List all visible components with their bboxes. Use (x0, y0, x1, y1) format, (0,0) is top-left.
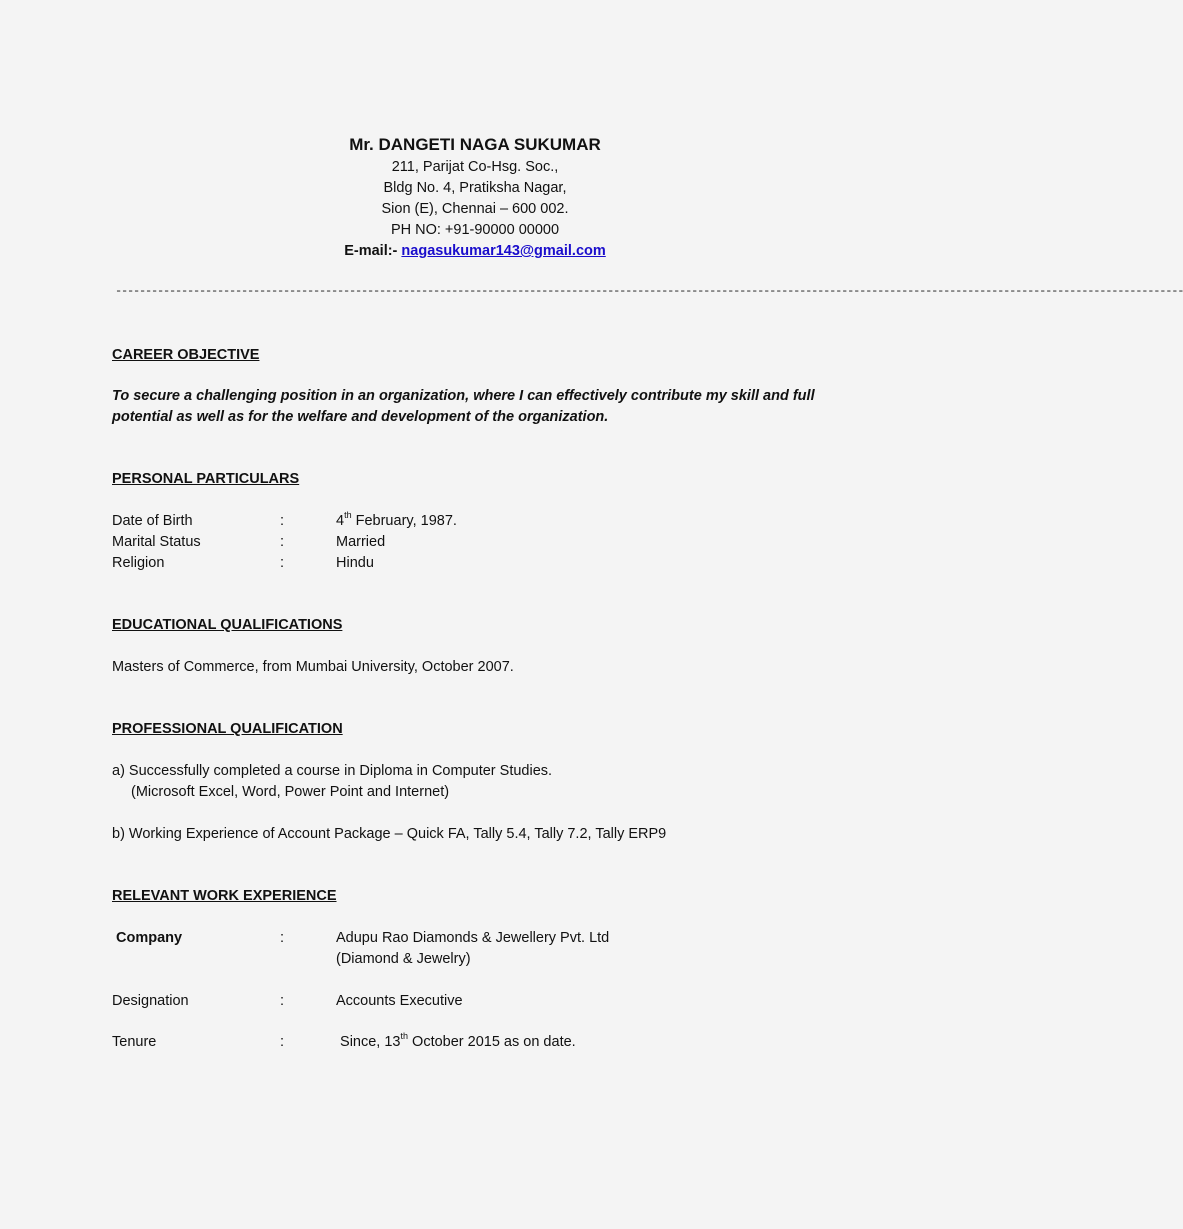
address-line-1: 211, Parijat Co-Hsg. Soc., (391, 159, 559, 175)
marital-status-value: Married (336, 534, 386, 550)
professional-item-a-detail: (Microsoft Excel, Word, Power Point and Internet) (131, 784, 450, 800)
dob-separator: : (280, 513, 285, 529)
marital-status-separator: : (280, 534, 285, 550)
designation-value: Accounts Executive (336, 993, 463, 1009)
professional-item-a: a) Successfully completed a course in Diploma in Computer Studies. (112, 763, 553, 779)
company-separator: : (280, 930, 285, 946)
designation-separator: : (280, 993, 285, 1009)
education-title: EDUCATIONAL QUALIFICATIONS (112, 617, 343, 633)
career-objective-title: CAREER OBJECTIVE (112, 347, 260, 363)
company-label: Company (116, 930, 183, 946)
marital-status-label: Marital Status (112, 534, 201, 550)
company-detail-row (112, 949, 852, 970)
company-detail: (Diamond & Jewelry) (336, 951, 471, 967)
marital-status-row (112, 532, 852, 553)
career-objective-text: To secure a challenging position in an organization, where I can effectively contribute my skill and full potential as well as for the welfare and development of the organization. (112, 388, 815, 425)
designation-row (112, 991, 852, 1012)
religion-row (112, 553, 852, 574)
header-divider: ---------------------------------------------------------------------------------------------------------------------------------------------------------------------------------- (115, 284, 1183, 298)
address-line-3: Sion (E), Chennai – 600 002. (381, 201, 569, 217)
company-row (112, 928, 852, 949)
professional-item-b: b) Working Experience of Account Package – Quick FA, Tally 5.4, Tally 7.2, Tally ERP9 (112, 826, 667, 842)
tenure-row (112, 1032, 852, 1053)
email-link[interactable]: nagasukumar143@gmail.com (401, 243, 606, 259)
address-line-2: Bldg No. 4, Pratiksha Nagar, (383, 180, 567, 196)
email-line (0, 241, 950, 262)
work-experience-title: RELEVANT WORK EXPERIENCE (112, 888, 337, 904)
education-text: Masters of Commerce, from Mumbai University, October 2007. (112, 659, 514, 675)
phone-number: PH NO: +91-90000 00000 (390, 222, 560, 238)
tenure-separator: : (280, 1034, 285, 1050)
religion-label: Religion (112, 555, 165, 571)
designation-label: Designation (112, 993, 189, 1009)
religion-separator: : (280, 555, 285, 571)
company-value: Adupu Rao Diamonds & Jewellery Pvt. Ltd (336, 930, 610, 946)
dob-label: Date of Birth (112, 513, 193, 529)
email-label: E-mail:- (344, 243, 398, 259)
tenure-label: Tenure (112, 1034, 157, 1050)
religion-value: Hindu (336, 555, 374, 571)
resume-header (0, 133, 950, 262)
dob-value: 4th February, 1987. (336, 510, 457, 529)
candidate-name: Mr. DANGETI NAGA SUKUMAR (349, 135, 601, 154)
personal-particulars-title: PERSONAL PARTICULARS (112, 471, 300, 487)
tenure-value: Since, 13th October 2015 as on date. (336, 1031, 576, 1050)
dob-row (112, 511, 852, 532)
professional-qualification-title: PROFESSIONAL QUALIFICATION (112, 721, 343, 737)
